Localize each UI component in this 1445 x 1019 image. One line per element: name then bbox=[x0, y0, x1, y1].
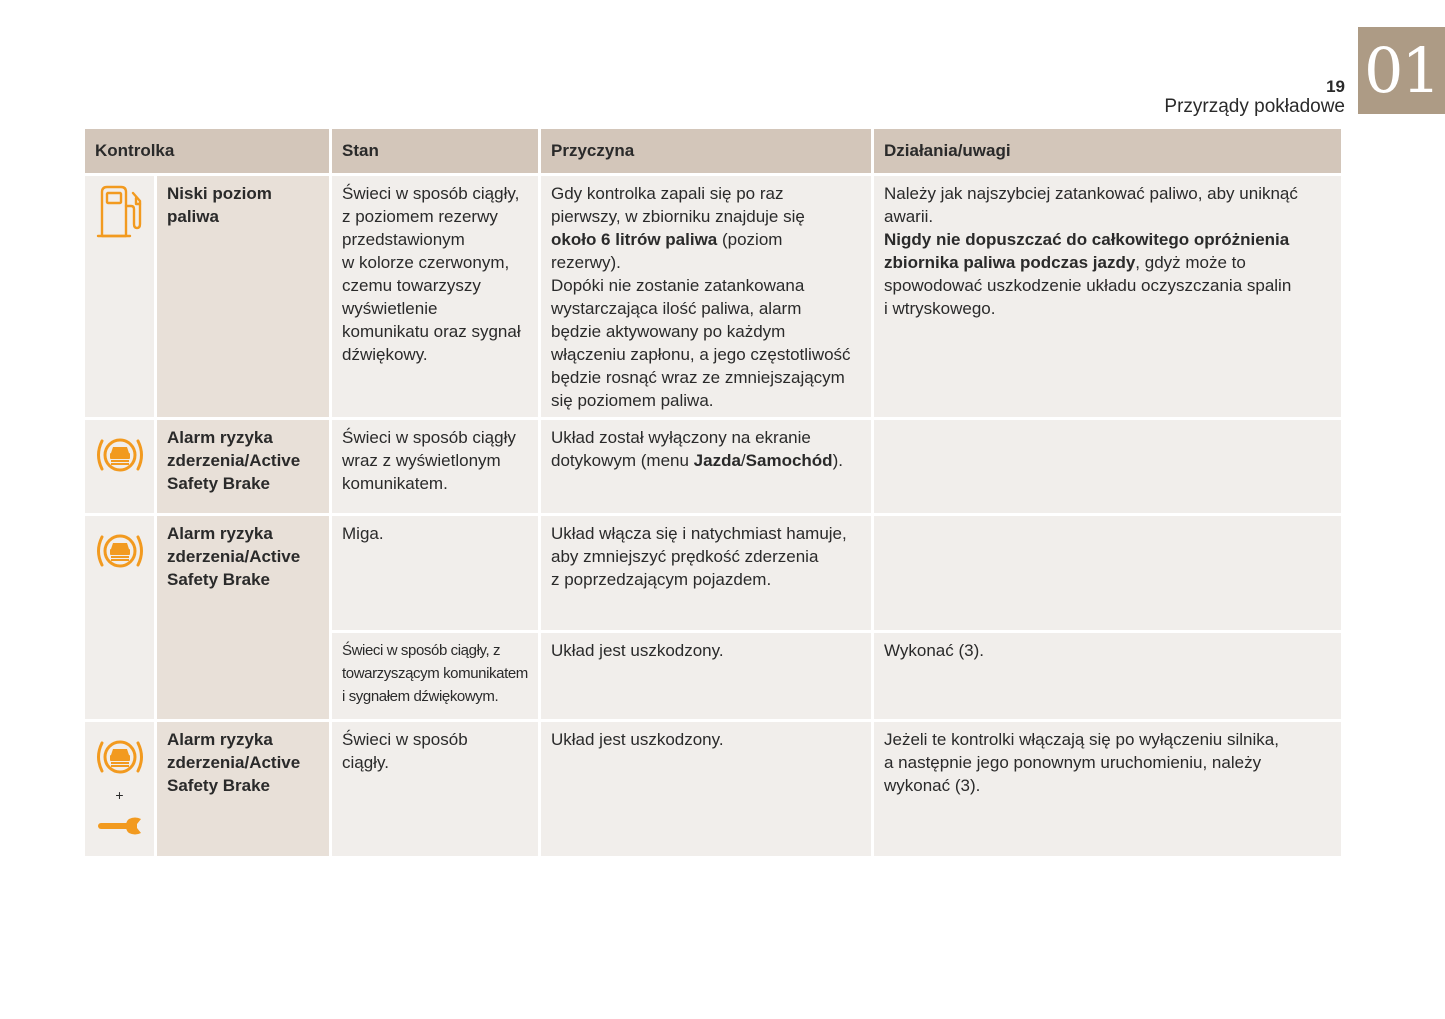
bold-text: zbiornika paliwa podczas jazdy bbox=[884, 253, 1136, 272]
wrench-icon bbox=[95, 815, 145, 837]
collision-alert-icon bbox=[92, 432, 148, 478]
text: (poziom bbox=[717, 230, 783, 249]
text: dotykowym (menu bbox=[551, 451, 694, 470]
text-line: się poziomem paliwa. bbox=[551, 391, 714, 410]
text-line: komunikatu oraz sygnał bbox=[342, 322, 521, 341]
icon-cell bbox=[85, 176, 154, 417]
warning-lights-table bbox=[82, 126, 1344, 859]
text-line: Dopóki nie zostanie zatankowana bbox=[551, 276, 805, 295]
icon-group bbox=[85, 728, 154, 837]
text-line: spowodować uszkodzenie układu oczyszczania spalin bbox=[884, 276, 1292, 295]
fuel-pump-icon bbox=[95, 184, 145, 238]
table-row bbox=[85, 420, 1341, 513]
text-line: wraz z wyświetlonym bbox=[342, 451, 501, 470]
dzialania-cell bbox=[874, 176, 1341, 417]
text: ). bbox=[832, 451, 843, 470]
column-header-dzialania: Działania/uwagi bbox=[874, 129, 1341, 173]
text-line bbox=[551, 228, 861, 251]
text-line: Należy jak najszybciej zatankować paliwo, aby uniknąć bbox=[884, 184, 1298, 203]
text-line bbox=[884, 251, 1331, 274]
text-line: pierwszy, w zbiorniku znajduje się bbox=[551, 207, 805, 226]
text-line: wykonać (3). bbox=[884, 776, 981, 795]
text-line: przedstawionym bbox=[342, 230, 465, 249]
text-line: ciągły. bbox=[342, 753, 389, 772]
text-line: Układ włącza się i natychmiast hamuje, bbox=[551, 524, 847, 543]
indicator-name: Alarm ryzyka zderzenia/Active Safety Brake bbox=[157, 516, 329, 719]
dzialania-cell bbox=[874, 516, 1341, 630]
collision-alert-icon bbox=[92, 734, 148, 780]
text-line: towarzyszącym komunikatem bbox=[342, 665, 528, 682]
bold-text: Samochód bbox=[745, 451, 833, 470]
indicator-name: Niski poziom paliwa bbox=[157, 176, 329, 417]
table-row bbox=[85, 722, 1341, 856]
column-header-stan: Stan bbox=[332, 129, 538, 173]
table-row bbox=[85, 516, 1341, 630]
text-line: rezerwy). bbox=[551, 253, 621, 272]
plus-sign: + bbox=[115, 787, 124, 803]
przyczyna-cell bbox=[541, 176, 871, 417]
text-line: z poziomem rezerwy bbox=[342, 207, 498, 226]
text-line: Jeżeli te kontrolki włączają się po wyłączeniu silnika, bbox=[884, 730, 1279, 749]
text-line: Gdy kontrolka zapali się po raz bbox=[551, 184, 784, 203]
text-line: w kolorze czerwonym, bbox=[342, 253, 510, 272]
text-line: będzie aktywowany po każdym bbox=[551, 322, 786, 341]
table-row bbox=[85, 176, 1341, 417]
text-line: czemu towarzyszy bbox=[342, 276, 481, 295]
dzialania-cell bbox=[874, 420, 1341, 513]
text-line: wystarczająca ilość paliwa, alarm bbox=[551, 299, 802, 318]
text-line bbox=[551, 449, 861, 472]
text-line: Świeci w sposób ciągły bbox=[342, 428, 516, 447]
indicator-name: Alarm ryzyka zderzenia/Active Safety Brake bbox=[157, 420, 329, 513]
text-line: a następnie jego ponownym uruchomieniu, należy bbox=[884, 753, 1262, 772]
bold-text: około 6 litrów paliwa bbox=[551, 230, 718, 249]
text-line: Świeci w sposób bbox=[342, 730, 468, 749]
text-line: wyświetlenie bbox=[342, 299, 438, 318]
przyczyna-cell: Układ jest uszkodzony. bbox=[541, 633, 871, 719]
chapter-tab: 01 bbox=[1358, 27, 1445, 114]
icon-cell bbox=[85, 420, 154, 513]
indicator-name: Alarm ryzyka zderzenia/Active Safety Brake bbox=[157, 722, 329, 856]
stan-cell bbox=[332, 420, 538, 513]
text-line: włączeniu zapłonu, a jego częstotliwość bbox=[551, 345, 851, 364]
text-line: aby zmniejszyć prędkość zderzenia bbox=[551, 547, 819, 566]
text: , gdyż może to bbox=[1135, 253, 1246, 272]
page-number: 19 bbox=[1326, 77, 1345, 96]
column-header-kontrolka: Kontrolka bbox=[85, 129, 329, 173]
text-line: z poprzedzającym pojazdem. bbox=[551, 570, 772, 589]
dzialania-cell: Wykonać (3). bbox=[874, 633, 1341, 719]
text-line: komunikatem. bbox=[342, 474, 448, 493]
bold-text: Nigdy nie dopuszczać do całkowitego opróżnienia bbox=[884, 230, 1290, 249]
text-line: i sygnałem dźwiękowym. bbox=[342, 688, 499, 705]
text-line bbox=[884, 228, 1331, 251]
icon-cell bbox=[85, 516, 154, 719]
text-line: Układ został wyłączony na ekranie bbox=[551, 428, 811, 447]
collision-alert-icon bbox=[92, 528, 148, 574]
text-line: awarii. bbox=[884, 207, 934, 226]
text-line: będzie rosnąć wraz ze zmniejszającym bbox=[551, 368, 845, 387]
column-header-przyczyna: Przyczyna bbox=[541, 129, 871, 173]
stan-cell bbox=[332, 722, 538, 856]
stan-cell bbox=[332, 176, 538, 417]
table-header-row bbox=[85, 129, 1341, 173]
text-line: i wtryskowego. bbox=[884, 299, 996, 318]
text-line: Świeci w sposób ciągły, z bbox=[342, 642, 501, 659]
section-title: Przyrządy pokładowe bbox=[1164, 96, 1345, 117]
stan-cell bbox=[332, 633, 538, 719]
bold-text: Jazda bbox=[693, 451, 741, 470]
text: / bbox=[740, 451, 746, 470]
text-line: Świeci w sposób ciągły, bbox=[342, 184, 520, 203]
dzialania-cell bbox=[874, 722, 1341, 856]
przyczyna-cell bbox=[541, 516, 871, 630]
przyczyna-cell bbox=[541, 420, 871, 513]
stan-cell: Miga. bbox=[332, 516, 538, 630]
icon-cell bbox=[85, 722, 154, 856]
przyczyna-cell: Układ jest uszkodzony. bbox=[541, 722, 871, 856]
text-line: dźwiękowy. bbox=[342, 345, 428, 364]
